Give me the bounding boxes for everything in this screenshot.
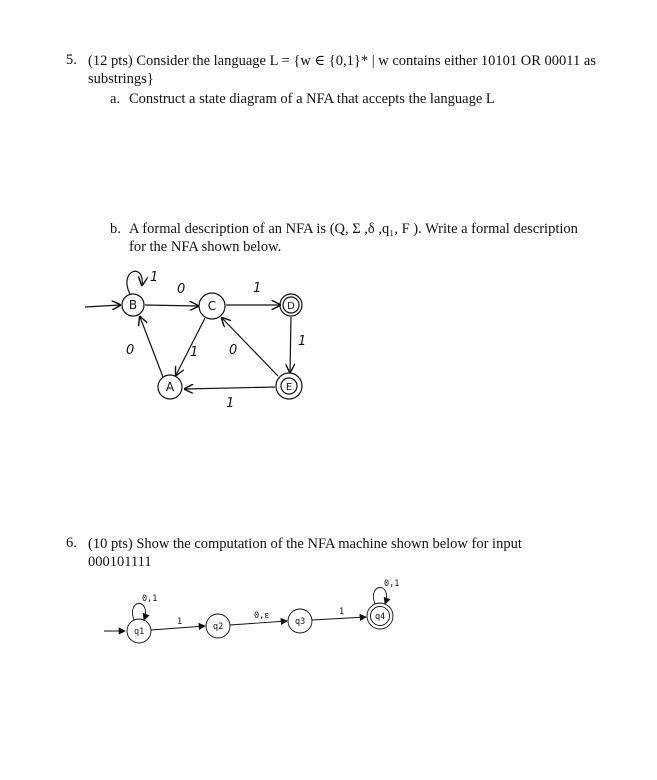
loop-b-label: 1 [150,270,159,285]
edge-q3-q4 [312,617,366,620]
state-b-label: B [128,298,138,312]
edge-q1-q2-label: 1 [177,617,183,627]
part-b-line2: for the NFA shown below. [129,239,282,255]
part-a-label: a. [110,91,121,107]
edge-q2-q3-label: 0,ε [254,611,270,621]
state-q2-label: q2 [213,622,224,632]
state-q1-label: q1 [134,627,145,637]
question-5-number: 5. [66,52,77,68]
edge-b-c-label: 0 [177,282,186,297]
part-b-line1: A formal description of an NFA is (Q, Σ ,δ ,q₁, F ). Write a formal description [129,221,578,237]
edge-c-a-label: 1 [190,345,199,360]
question-6-number: 6. [66,535,77,551]
edge-a-b-label: 0 [126,343,135,358]
loop-q4 [373,588,386,605]
loop-q1 [132,604,145,621]
edge-q3-q4-label: 1 [339,607,345,617]
state-e-label: E [285,382,293,393]
part-a-text: Construct a state diagram of a NFA that accepts the language L [129,91,495,107]
state-d-label: D [287,301,295,312]
state-a-label: A [165,380,175,394]
state-q3-label: q3 [295,617,306,627]
edge-e-a-label: 1 [226,396,235,411]
state-c-label: C [207,299,217,313]
state-q4-label: q4 [375,612,386,622]
edge-q2-q3 [230,621,287,625]
loop-q4-label: 0,1 [384,579,400,589]
edge-d-e-label: 1 [298,334,307,349]
question-6-line2: 000101111 [88,554,152,570]
question-5-line1: (12 pts) Consider the language L = {w ∈ {0,1}* | w contains either 10101 OR 00011 as [88,53,596,69]
edge-e-c-label: 0 [229,343,238,358]
loop-q1-label: 0,1 [142,594,158,604]
question-6-line1: (10 pts) Show the computation of the NFA machine shown below for input [88,536,522,552]
edge-c-d-label: 1 [253,281,262,296]
question-5-line2: substrings} [88,71,154,87]
part-b-label: b. [110,221,121,237]
